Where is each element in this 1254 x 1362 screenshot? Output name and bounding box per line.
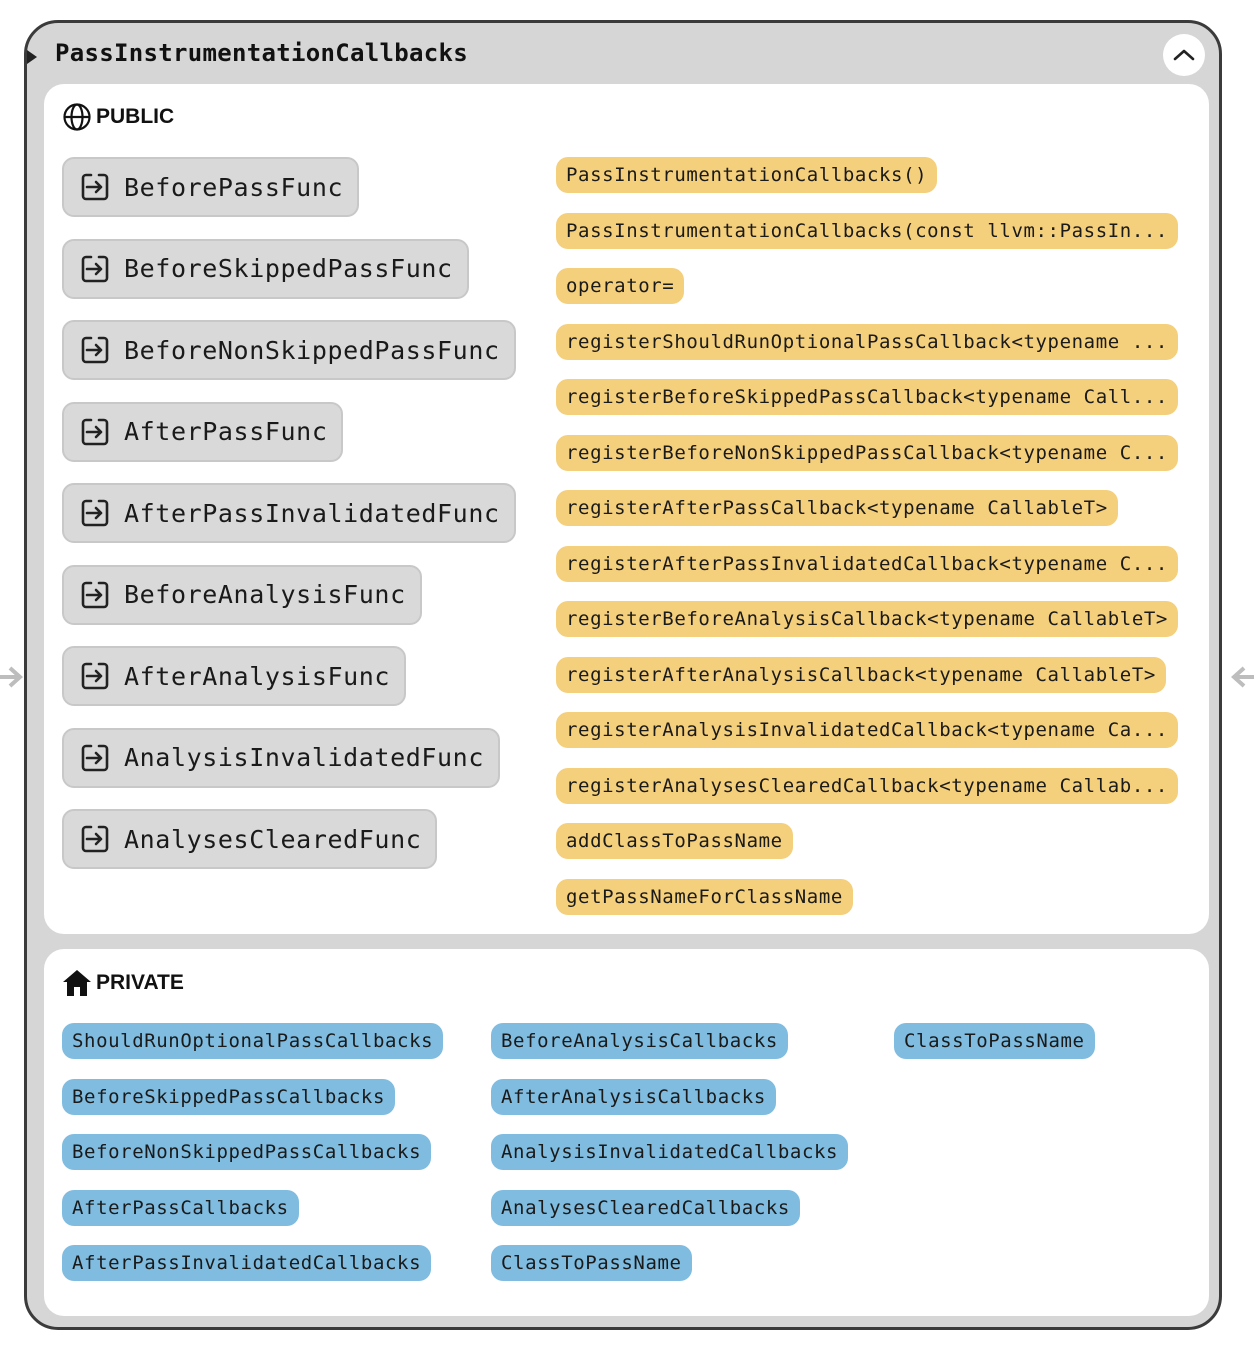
method-label: registerShouldRunOptionalPassCallback<typename ... [566,330,1168,353]
field-pill[interactable] [62,1023,443,1059]
method-pill[interactable] [556,490,1118,526]
field-pill[interactable] [491,1079,776,1115]
method-label: PassInstrumentationCallbacks(const llvm::PassIn... [566,219,1168,242]
field-label: BeforeAnalysisCallbacks [501,1030,778,1052]
method-label: registerBeforeAnalysisCallback<typename CallableT> [566,608,1168,630]
type-alias-label: BeforeSkippedPassFunc [124,254,453,283]
type-alias-pill[interactable] [62,157,359,217]
method-label: registerAfterPassInvalidatedCallback<typename C... [566,552,1168,575]
method-pill[interactable] [556,379,1178,415]
type-alias-icon [80,743,110,773]
method-label: registerAfterAnalysisCallback<typename CallableT> [566,663,1156,686]
field-pill[interactable] [62,1079,395,1115]
method-label: registerBeforeNonSkippedPassCallback<typename C... [566,441,1168,464]
field-pill[interactable] [62,1190,299,1226]
type-alias-label: AnalysesClearedFunc [124,824,422,854]
globe-icon [62,102,92,132]
method-pill[interactable] [556,324,1178,360]
method-pill[interactable] [556,601,1178,637]
home-icon [62,969,92,997]
method-pill[interactable] [556,213,1178,249]
method-label: registerAnalysesClearedCallback<typename Callab... [566,774,1168,797]
public-header [62,102,174,132]
field-pill[interactable] [491,1134,848,1170]
method-label: operator= [566,275,675,297]
type-alias-label: AnalysisInvalidatedFunc [124,743,484,772]
type-alias-pill[interactable] [62,565,422,625]
type-alias-label: AfterAnalysisFunc [124,661,391,691]
type-alias-icon [80,172,110,202]
type-alias-label: BeforeAnalysisFunc [124,580,406,609]
type-alias-label: AfterPassFunc [124,417,328,446]
type-alias-icon [80,824,110,854]
class-title: PassInstrumentationCallbacks [55,39,468,67]
type-alias-pill[interactable] [62,402,343,462]
method-pill[interactable] [556,435,1178,471]
chevron-up-icon [1173,48,1195,62]
field-label: AfterPassCallbacks [72,1196,289,1219]
method-label: getPassNameForClassName [566,885,843,908]
field-label: ClassToPassName [501,1252,682,1274]
public-label: PUBLIC [96,105,175,128]
method-label: PassInstrumentationCallbacks() [566,164,928,186]
field-label: BeforeNonSkippedPassCallbacks [72,1141,422,1163]
type-alias-pill[interactable] [62,728,500,788]
collapse-button[interactable] [1163,34,1205,76]
method-pill[interactable] [556,879,853,915]
field-pill[interactable] [491,1023,788,1059]
type-alias-icon [80,498,110,528]
type-alias-icon [80,661,110,691]
outgoing-edge-arrow-icon [1230,662,1254,692]
method-pill[interactable] [556,157,937,193]
type-alias-pill[interactable] [62,483,516,543]
method-pill[interactable] [556,768,1178,804]
private-section [44,949,1209,1316]
type-alias-icon [80,417,110,447]
type-alias-pill[interactable] [62,320,516,380]
method-label: registerBeforeSkippedPassCallback<typename Call... [566,386,1168,408]
type-alias-pill[interactable] [62,646,406,706]
field-pill[interactable] [491,1245,692,1281]
private-label: PRIVATE [96,971,184,994]
method-label: registerAnalysisInvalidatedCallback<typename Ca... [566,719,1168,741]
field-label: AfterPassInvalidatedCallbacks [72,1252,422,1274]
field-pill[interactable] [62,1134,431,1170]
method-pill[interactable] [556,657,1166,693]
type-alias-label: BeforePassFunc [124,172,344,202]
field-pill[interactable] [491,1190,800,1226]
expand-caret-icon[interactable] [27,50,37,64]
type-alias-icon [80,335,110,365]
field-pill[interactable] [894,1023,1095,1059]
field-label: ShouldRunOptionalPassCallbacks [72,1030,434,1052]
method-pill[interactable] [556,546,1178,582]
type-alias-pill[interactable] [62,239,469,299]
type-alias-pill[interactable] [62,809,437,869]
method-label: addClassToPassName [566,830,783,852]
type-alias-label: BeforeNonSkippedPassFunc [124,335,500,365]
field-pill[interactable] [62,1245,431,1281]
method-pill[interactable] [556,268,684,304]
type-alias-icon [80,580,110,610]
private-header [62,969,184,997]
field-label: BeforeSkippedPassCallbacks [72,1085,386,1108]
field-label: AnalysisInvalidatedCallbacks [501,1141,839,1163]
field-label: AfterAnalysisCallbacks [501,1085,766,1108]
type-alias-icon [80,254,110,284]
incoming-edge-arrow-icon [0,662,24,692]
type-alias-label: AfterPassInvalidatedFunc [124,498,500,528]
method-pill[interactable] [556,712,1178,748]
method-pill[interactable] [556,823,793,859]
field-label: AnalysesClearedCallbacks [501,1196,790,1219]
public-section [44,84,1209,934]
method-label: registerAfterPassCallback<typename CallableT> [566,497,1108,519]
field-label: ClassToPassName [904,1030,1085,1052]
